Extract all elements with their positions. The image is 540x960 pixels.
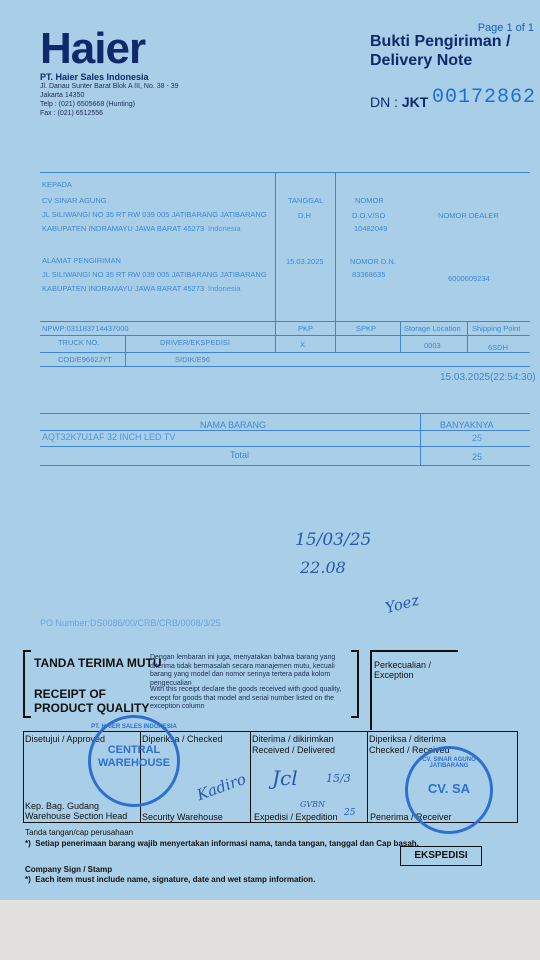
- print-timestamp: 15.03.2025(22:54:30): [440, 372, 536, 383]
- to-name: CV SINAR AGUNG: [42, 196, 107, 205]
- shipping-point-label: Shipping Point: [472, 324, 521, 333]
- haier-logo: Haier: [40, 24, 146, 73]
- dn-label: [370, 94, 428, 110]
- spkp-label: SPKP: [356, 324, 377, 333]
- to-address-2: KABUPATEN INDRAMAYU JAWA BARAT 45273: [42, 224, 205, 233]
- handwritten-time: 22.08: [300, 558, 346, 577]
- to-address-1: JL SILIWANGI NO 35 RT RW 039 005 JATIBARANG JATIBARANG: [42, 210, 267, 219]
- received-label: Diterima / dikirimkan Received / Delivered: [252, 734, 336, 755]
- receiver-label: Penerima / Receiver: [370, 812, 452, 822]
- expedition-note: GVBN: [300, 800, 326, 809]
- ship-address-1: JL SILIWANGI NO 35 RT RW 039 005 JATIBARANG JATIBARANG: [42, 270, 267, 279]
- note-english: *) Each item must include name, signature, date and wet stamp information.: [25, 875, 316, 884]
- nomor-label: NOMOR: [355, 196, 384, 205]
- receipt-title-en: RECEIPT OF PRODUCT QUALITY: [34, 687, 150, 715]
- nomor-dn-label: NOMOR D.N.: [350, 257, 396, 266]
- warehouse-head-label: Kep. Bag. Gudang Warehouse Section Head: [25, 801, 128, 821]
- company-phone: Telp : (021) 6505668 (Hunting): [40, 101, 135, 108]
- dn-number: 00172862: [432, 86, 537, 109]
- note-indonesian: *) Setiap penerimaan barang wajib menyertakan informasi nama, tanda tangan, tanggal dan Cap basah.: [25, 839, 419, 848]
- receiver-stamp-text: CV. SA: [427, 781, 471, 796]
- nomor-value: D.O.V/SO: [352, 211, 386, 220]
- handwritten-signature: Yoez: [383, 590, 422, 618]
- shipping-point-value: 6SDH: [488, 343, 509, 352]
- nomor-number: 10482049: [354, 224, 388, 233]
- company-stamp-label: Company Sign / Stamp: [25, 865, 113, 874]
- receiver-stamp-ring: CV. SINAR AGUNG JATIBARANG: [422, 757, 476, 769]
- title-english: Delivery Note: [370, 52, 473, 69]
- ship-label: ALAMAT PENGIRIMAN: [42, 256, 121, 265]
- expedition-date: 15/3: [326, 772, 351, 785]
- dealer-number: 6000609234: [448, 274, 490, 283]
- date-value: 15.03.2025: [286, 257, 324, 266]
- checked-label: Diperiksa / Checked: [142, 734, 223, 744]
- company-fax: Fax : (021) 6512556: [40, 110, 104, 117]
- approved-label: Disetujui / Approved: [25, 734, 106, 744]
- po-number: PO Number:DS0086/00/CRB/CRB/0008/3/25: [40, 618, 221, 628]
- column-item-name: NAMA BARANG: [200, 420, 267, 430]
- truck-value: COD/E9662JYT: [58, 355, 112, 364]
- to-label: KEPADA: [42, 180, 72, 189]
- checked-received-label: Diperiksa / diterima Checked / Received: [369, 734, 450, 755]
- to-country: Indonesia: [208, 224, 241, 233]
- receipt-text-en: With this receipt declare the goods received with good quality, except for goods that model and serial number listed on the exception column: [150, 686, 342, 710]
- total-label: Total: [230, 450, 250, 460]
- tanggal-value: D.H: [298, 211, 311, 220]
- total-value: 25: [472, 452, 483, 462]
- npwp: NPWP:031183714437000: [42, 324, 129, 333]
- company-name: PT. Haier Sales Indonesia: [40, 72, 149, 82]
- ship-address-2: KABUPATEN INDRAMAYU JAWA BARAT 45273: [42, 284, 205, 293]
- item-name: AQT32K7U1AF 32 INCH LED TV: [42, 432, 176, 442]
- page-number: Page 1 of 1: [477, 22, 534, 34]
- nomor-dn-value: 83368635: [352, 270, 386, 279]
- warehouse-stamp: [88, 715, 180, 807]
- title-indonesian: Bukti Pengiriman /: [370, 33, 511, 50]
- column-quantity: BANYAKNYA: [440, 420, 494, 430]
- ship-country: Indonesia: [208, 284, 241, 293]
- receipt-text-id: Dengan lembaran ini juga, menyatakan bahwa barang yang diterima tidak bermasalah secara manajemen mutu, kecuali barang yang model dan nomor serinya tertera pada kolom pengecualian: [150, 654, 336, 687]
- item-quantity: 25: [472, 433, 483, 443]
- warehouse-stamp-ring: PT. HAIER SALES INDONESIA: [91, 724, 177, 730]
- ekspedisi-box: EKSPEDISI: [400, 846, 482, 866]
- document-title: [370, 32, 510, 70]
- company-address: Jl. Danau Sunter Barat Blok A III, No. 38 - 39: [40, 83, 179, 90]
- company-city: Jakarta 14350: [40, 92, 85, 99]
- exception-label: Perkecualian / Exception: [374, 660, 432, 680]
- tanggal-label: TANGGAL: [288, 196, 324, 205]
- expedition-label: Expedisi / Expedition: [254, 812, 338, 822]
- receiver-stamp: [405, 746, 493, 834]
- dealer-label: NOMOR DEALER: [438, 211, 499, 220]
- driver-label: DRIVER/EKSPEDISI: [160, 338, 231, 347]
- expedition-year: 25: [344, 808, 356, 818]
- expedition-signature: Jcl: [272, 766, 298, 790]
- dn-city: JKT: [401, 94, 429, 110]
- dn-prefix: DN :: [370, 94, 402, 110]
- receipt-title-id: TANDA TERIMA MUTU: [34, 656, 162, 670]
- warehouse-stamp-text: CENTRAL WAREHOUSE: [97, 744, 171, 769]
- pkp-value: X: [300, 340, 306, 349]
- handwritten-date: 15/03/25: [295, 530, 372, 550]
- pkp-label: PKP: [298, 324, 314, 333]
- driver-value: SIDIK/E96: [175, 355, 211, 364]
- security-warehouse-label: Security Warehouse: [142, 812, 223, 822]
- storage-location-value: 0003: [424, 341, 441, 350]
- storage-location-label: Storage Location: [404, 324, 461, 333]
- warehouse-signature: Kadiro: [194, 769, 249, 805]
- company-sign-label: Tanda tangan/cap perusahaan: [25, 828, 134, 837]
- truck-label: TRUCK NO.: [58, 338, 100, 347]
